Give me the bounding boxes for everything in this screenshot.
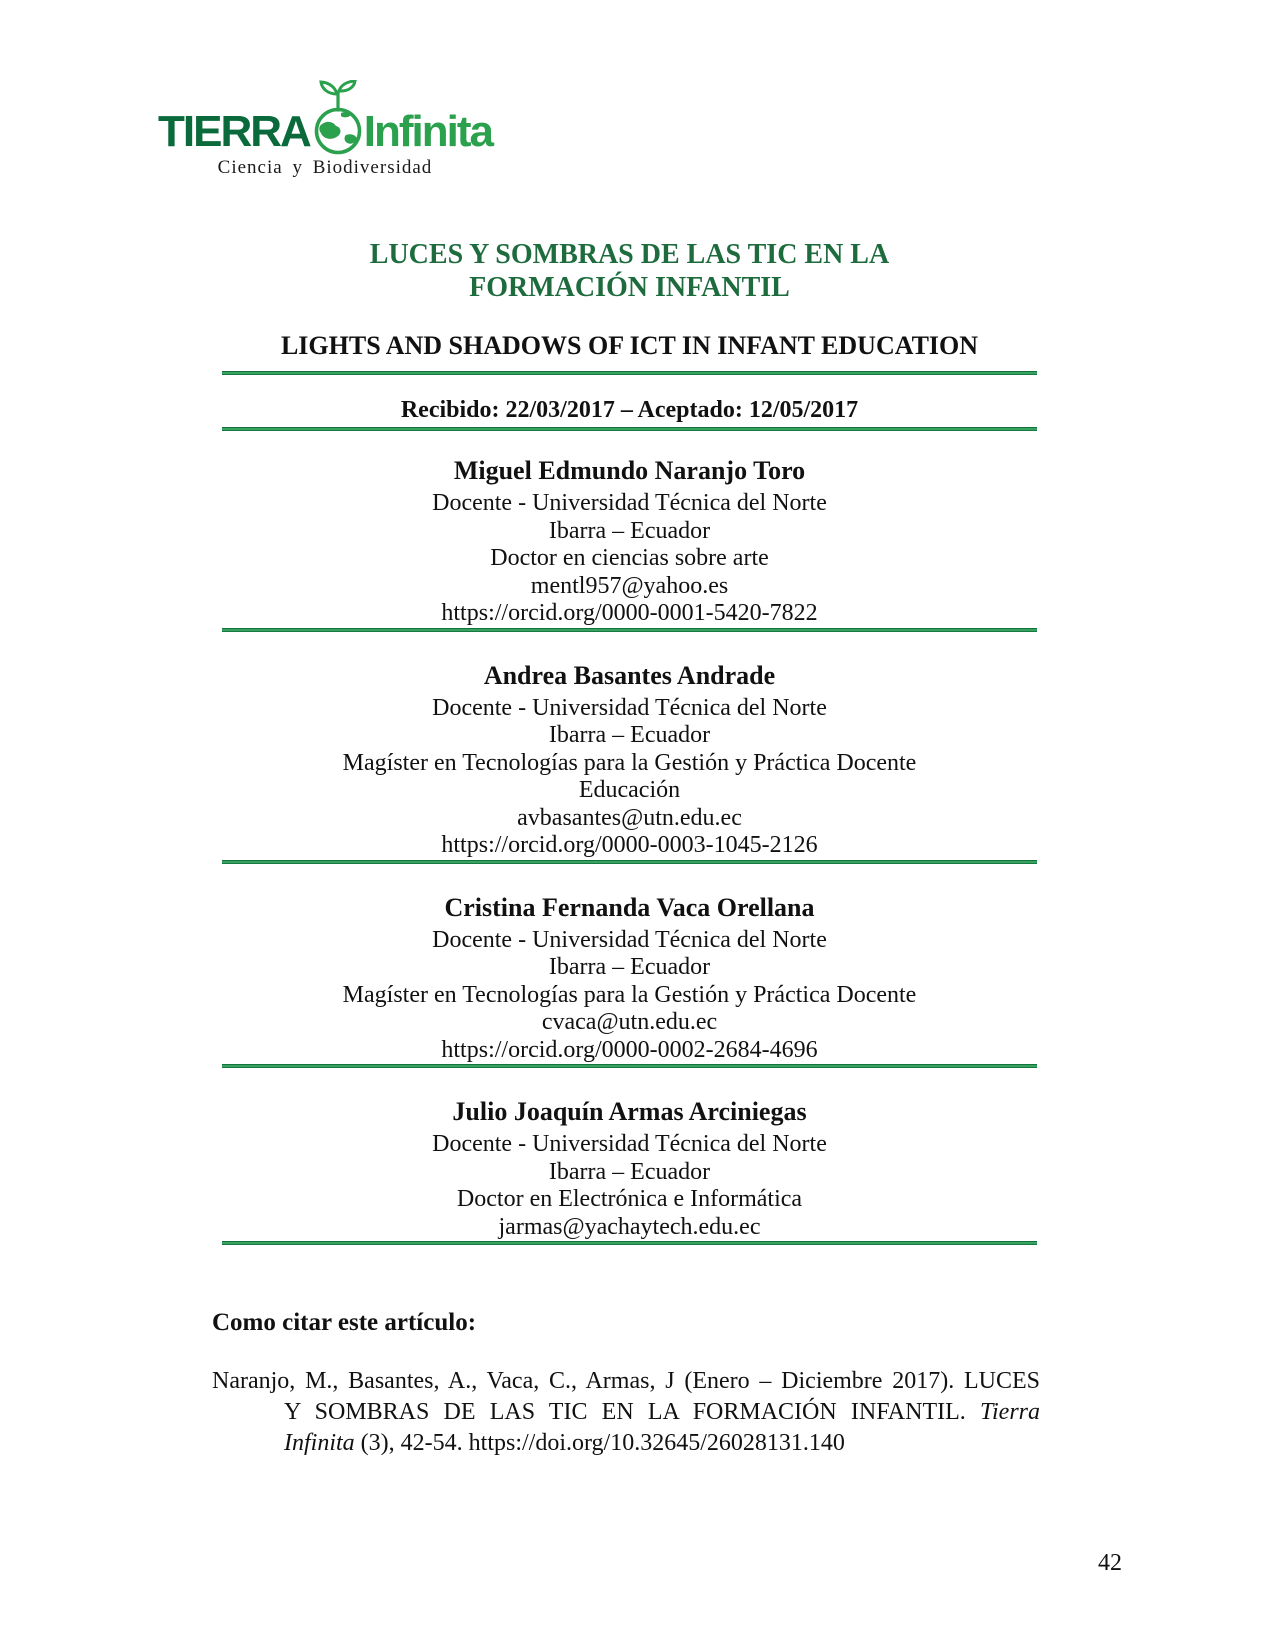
author-location: Ibarra – Ecuador bbox=[548, 517, 711, 544]
citation-line: Y SOMBRAS DE LAS TIC EN LA FORMACIÓN INFANTIL. Tierra bbox=[284, 1399, 1041, 1425]
citation-heading: Como citar este artículo: bbox=[212, 1309, 477, 1336]
author-degree: Doctor en ciencias sobre arte bbox=[490, 545, 769, 571]
author-email[interactable]: avbasantes@utn.edu.ec bbox=[517, 804, 742, 831]
page-number: 42 bbox=[1098, 1550, 1122, 1576]
author-affiliation: Docente - Universidad Técnica del Norte bbox=[432, 1131, 827, 1157]
article-title-spanish: LUCES Y SOMBRAS DE LAS TIC EN LA FORMACIÓN INFANTIL bbox=[369, 239, 890, 303]
author-block bbox=[222, 431, 1037, 628]
author-name: Julio Joaquín Armas Arciniegas bbox=[452, 1097, 807, 1126]
author-degree: Doctor en Electrónica e Informática bbox=[456, 1186, 803, 1212]
journal-name-italic: Infinita bbox=[284, 1430, 355, 1456]
author-affiliation: Docente - Universidad Técnica del Norte bbox=[432, 926, 827, 953]
journal-logo bbox=[158, 80, 492, 179]
author-degree: Magíster en Tecnologías para la Gestión y Práctica Docente bbox=[342, 981, 917, 1008]
received-accepted-dates: Recibido: 22/03/2017 – Aceptado: 12/05/2017 bbox=[400, 397, 859, 423]
author-degree: Educación bbox=[578, 777, 681, 803]
author-name: Andrea Basantes Andrade bbox=[483, 660, 776, 690]
author-email[interactable]: cvaca@utn.edu.ec bbox=[541, 1009, 718, 1035]
citation-line bbox=[212, 1428, 1040, 1459]
author-block bbox=[222, 864, 1037, 1065]
section-divider bbox=[222, 371, 1037, 375]
author-email[interactable]: mentl957@yahoo.es bbox=[530, 572, 729, 599]
logo-tagline: Ciencia y Biodiversidad bbox=[217, 157, 433, 178]
author-block bbox=[222, 632, 1037, 860]
citation-text bbox=[212, 1366, 1040, 1459]
author-location: Ibarra – Ecuador bbox=[548, 1158, 711, 1185]
author-orcid-link[interactable]: https://orcid.org/0000-0001-5420-7822 bbox=[441, 600, 818, 626]
author-degree: Magíster en Tecnologías para la Gestión y Práctica Docente bbox=[342, 749, 917, 776]
citation-line: Naranjo, M., Basantes, A., Vaca, C., Armas, J (Enero – Diciembre 2017). LUCES bbox=[212, 1368, 1040, 1394]
globe-sprout-icon bbox=[313, 80, 363, 156]
author-location: Ibarra – Ecuador bbox=[548, 954, 711, 980]
citation-block bbox=[212, 1308, 1040, 1459]
logo-row bbox=[158, 80, 492, 156]
logo-text-infinita: Infinita bbox=[363, 107, 492, 156]
article-title-english: LIGHTS AND SHADOWS OF ICT IN INFANT EDUCATION bbox=[280, 331, 979, 360]
author-name: Cristina Fernanda Vaca Orellana bbox=[444, 892, 815, 922]
author-block bbox=[222, 1068, 1037, 1241]
logo-text-tierra: TIERRA bbox=[158, 107, 310, 156]
citation-doi-link[interactable]: (3), 42-54. https://doi.org/10.32645/26028131.140 bbox=[360, 1430, 845, 1456]
author-location: Ibarra – Ecuador bbox=[548, 722, 711, 748]
author-affiliation: Docente - Universidad Técnica del Norte bbox=[432, 694, 827, 721]
author-orcid-link[interactable]: https://orcid.org/0000-0003-1045-2126 bbox=[441, 832, 818, 858]
author-affiliation: Docente - Universidad Técnica del Norte bbox=[432, 490, 827, 516]
article-header-block bbox=[222, 238, 1037, 1245]
section-divider bbox=[222, 1241, 1037, 1245]
author-email[interactable]: jarmas@yachaytech.edu.ec bbox=[498, 1213, 761, 1240]
author-name: Miguel Edmundo Naranjo Toro bbox=[453, 456, 806, 485]
journal-name-italic: Tierra bbox=[979, 1399, 1041, 1425]
author-orcid-link[interactable]: https://orcid.org/0000-0002-2684-4696 bbox=[441, 1036, 818, 1063]
